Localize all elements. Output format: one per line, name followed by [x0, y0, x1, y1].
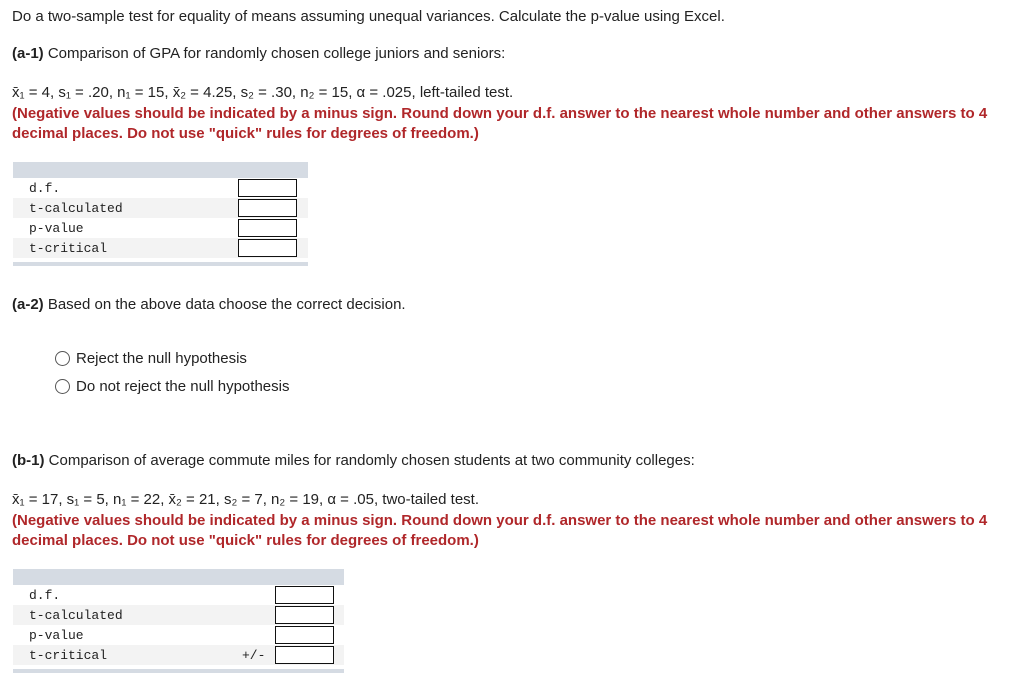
df-input[interactable]: [275, 586, 334, 604]
table-row: [13, 645, 344, 665]
section-a2-label: (a-2): [12, 296, 44, 313]
answer-table-b: [13, 569, 344, 673]
table-footer: [13, 262, 308, 266]
df-input[interactable]: [238, 179, 297, 197]
radio-reject[interactable]: [55, 350, 247, 367]
table-row: [13, 178, 308, 198]
plus-minus-sign: +/-: [242, 648, 266, 663]
intro-text: Do a two-sample test for equality of means assuming unequal variances. Calculate the p-value using Excel.: [12, 8, 725, 25]
given-values-a: x̄₁ = 4, s₁ = .20, n₁ = 15, x̄₂ = 4.25, s₂ = .30, n₂ = 15, α = .025, left-tailed test.: [12, 84, 514, 101]
row-label-df: d.f.: [29, 181, 61, 196]
row-label-t-critical: t-critical: [29, 241, 108, 256]
section-a2-text: Based on the above data choose the correct decision.: [43, 296, 406, 313]
section-b1-text: Comparison of average commute miles for randomly chosen students at two community colleges:: [44, 452, 695, 469]
section-b1-label: (b-1): [12, 452, 45, 469]
radio-reject-label: Reject the null hypothesis: [76, 350, 247, 367]
radio-circle-icon[interactable]: [55, 379, 70, 394]
section-a2-heading: [12, 296, 406, 313]
section-a1-text: Comparison of GPA for randomly chosen college juniors and seniors:: [43, 45, 506, 62]
table-row: [13, 218, 308, 238]
t-critical-input[interactable]: [238, 239, 297, 257]
row-label-t-critical: t-critical: [29, 648, 108, 663]
radio-circle-icon[interactable]: [55, 351, 70, 366]
table-footer: [13, 669, 344, 673]
section-b1-heading: [12, 452, 695, 469]
section-a1-label: (a-1): [12, 45, 44, 62]
answer-table-a: [13, 162, 308, 266]
row-label-t-calculated: t-calculated: [29, 201, 123, 216]
radio-do-not-reject[interactable]: [55, 378, 289, 395]
t-critical-input[interactable]: [275, 646, 334, 664]
p-value-input[interactable]: [238, 219, 297, 237]
table-header: [13, 569, 344, 585]
table-row: [13, 605, 344, 625]
given-values-b: x̄₁ = 17, s₁ = 5, n₁ = 22, x̄₂ = 21, s₂ = 7, n₂ = 19, α = .05, two-tailed test.: [12, 491, 479, 508]
row-label-t-calculated: t-calculated: [29, 608, 123, 623]
instruction-b: (Negative values should be indicated by a minus sign. Round down your d.f. answer to the nearest whole number and other answers to 4 decimal places. Do not use "quick" rules for degrees of freedom.): [12, 512, 988, 549]
row-label-p-value: p-value: [29, 628, 84, 643]
radio-do-not-reject-label: Do not reject the null hypothesis: [76, 378, 290, 395]
instruction-a: (Negative values should be indicated by a minus sign. Round down your d.f. answer to the nearest whole number and other answers to 4 decimal places. Do not use "quick" rules for degrees of freedom.): [12, 105, 988, 142]
t-calculated-input[interactable]: [238, 199, 297, 217]
table-row: [13, 585, 344, 605]
row-label-df: d.f.: [29, 588, 61, 603]
p-value-input[interactable]: [275, 626, 334, 644]
table-row: [13, 625, 344, 645]
section-a1-heading: [12, 45, 505, 62]
t-calculated-input[interactable]: [275, 606, 334, 624]
table-row: [13, 198, 308, 218]
table-row: [13, 238, 308, 258]
table-header: [13, 162, 308, 178]
row-label-p-value: p-value: [29, 221, 84, 236]
